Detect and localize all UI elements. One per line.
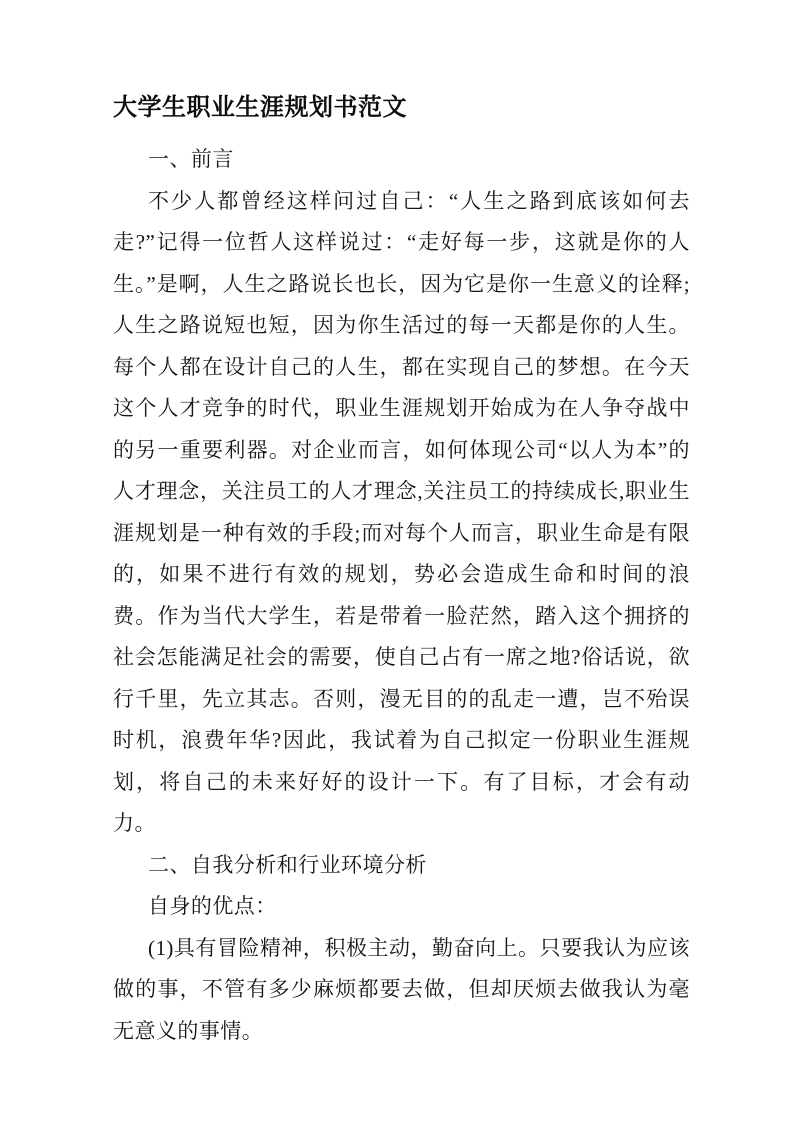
paragraph-preface-body: 不少人都曾经这样问过自己：“人生之路到底该如何去走?”记得一位哲人这样说过：“走好每一步，这就是你的人生。”是啊，人生之路说长也长，因为它是你一生意义的诠释;人生之路说短也短，因为你生活过的每一天都是你的人生。每个人都在设计自己的人生，都在实现自己的梦想。在今天这个人才竞争的时代，职业生涯规划开始成为在人争夺战中的另一重要利器。对企业而言，如何体现公司“以人为本”的人才理念，关注员工的人才理念,关注员工的持续成长,职业生涯规划是一种有效的手段;而对每个人而言，职业生命是有限的，如果不进行有效的规划，势必会造成生命和时间的浪费。作为当代大学生，若是带着一脸茫然，踏入这个拥挤的社会怎能满足社会的需要，使自己占有一席之地?俗话说，欲行千里，先立其志。否则，漫无目的的乱走一遭，岂不殆误时机，浪费年华?因此，我试着为自己拟定一份职业生涯规划，将自己的未来好好的设计一下。有了目标，才会有动力。 [113,188,690,835]
paragraph-strength-item-1: (1)具有冒险精神，积极主动，勤奋向上。只要我认为应该做的事，不管有多少麻烦都要去做，但却厌烦去做我认为毫无意义的事情。 [113,935,690,1043]
section-heading-preface: 一、前言 [148,147,234,171]
document-title: 大学生职业生涯规划书范文 [113,95,407,121]
section-heading-self-analysis: 二、自我分析和行业环境分析 [148,852,427,877]
subheading-own-strengths: 自身的优点： [148,894,277,918]
